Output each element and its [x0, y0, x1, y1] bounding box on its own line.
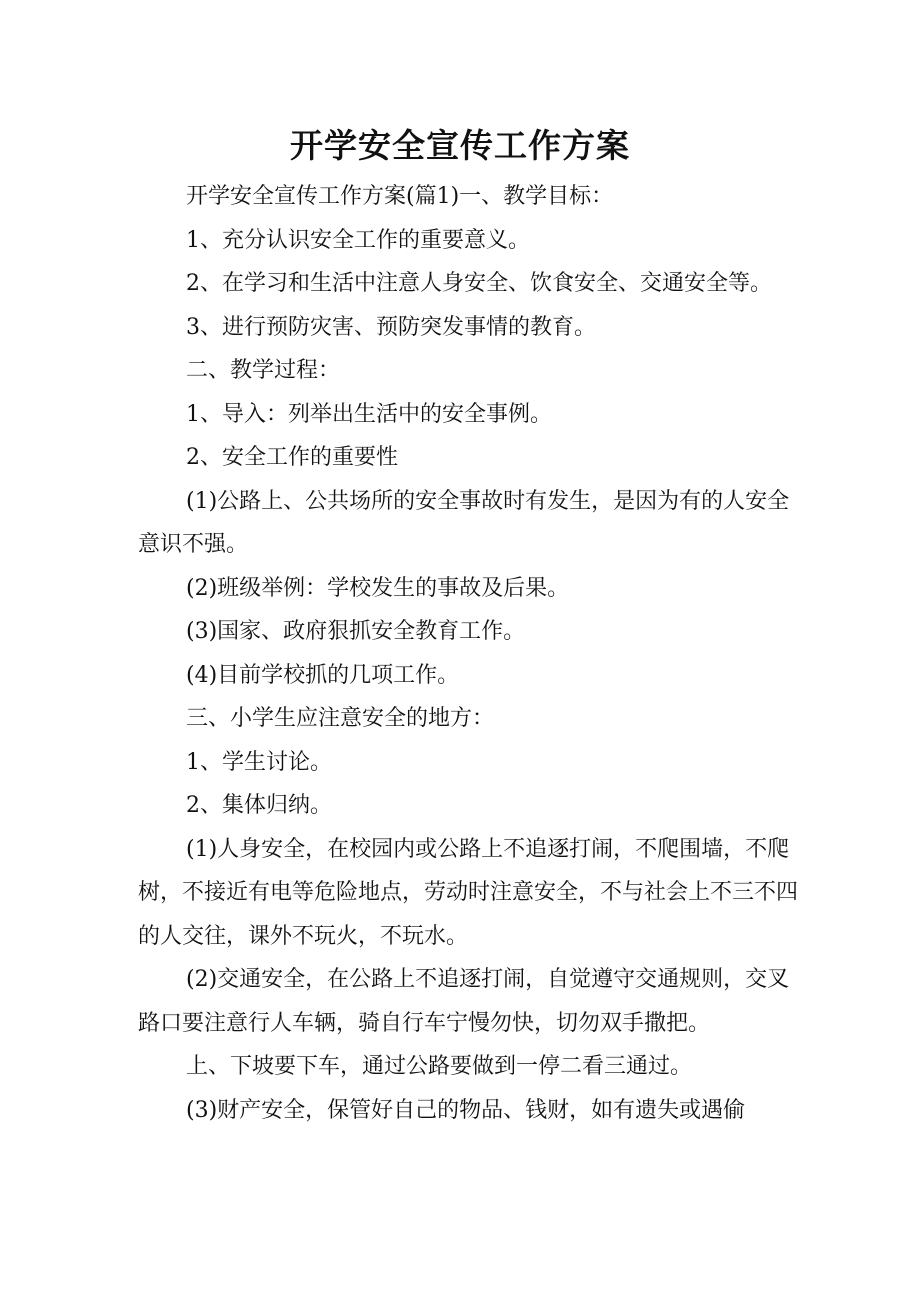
- paragraph: 2、在学习和生活中注意人身安全、饮食安全、交通安全等。: [186, 271, 772, 296]
- paragraph: 二、教学过程：: [186, 358, 341, 383]
- paragraph: (3)财产安全，保管好自己的物品、钱财，如有遗失或遇偷: [186, 1097, 746, 1123]
- paragraph: 2、安全工作的重要性: [186, 445, 398, 470]
- paragraph: (4)目前学校抓的几项工作。: [186, 662, 460, 688]
- paragraph: 1、学生讨论。: [186, 749, 332, 775]
- paragraph: 上、下坡要下车，通过公路要做到一停二看三通过。: [186, 1054, 693, 1079]
- paragraph: 1、充分认识安全工作的重要意义。: [186, 227, 530, 253]
- paragraph: 开学安全宣传工作方案(篇1)一、教学目标：: [186, 184, 614, 209]
- document-title: 开学安全宣传工作方案: [290, 126, 630, 165]
- paragraph: (1)人身安全，在校园内或公路上不追逐打闹，不爬围墙，不爬树，不接近有电等危险地点，劳动时注意安全，不与社会上不三不四的人交往，课外不玩火，不玩水。: [138, 836, 799, 949]
- paragraph: (2)交通安全，在公路上不追逐打闹，自觉遵守交通规则，交叉路口要注意行人车辆，骑自行车宁慢勿快，切勿双手撒把。: [138, 967, 790, 1036]
- paragraph: (2)班级举例：学校发生的事故及后果。: [186, 575, 570, 601]
- paragraph: (1)公路上、公共场所的安全事故时有发生，是因为有的人安全意识不强。: [138, 488, 790, 557]
- paragraph: 3、进行预防灾害、预防突发事情的教育。: [186, 314, 596, 340]
- paragraph: (3)国家、政府狠抓安全教育工作。: [186, 619, 526, 644]
- paragraph: 三、小学生应注意安全的地方：: [186, 706, 495, 731]
- paragraph: 1、导入：列举出生活中的安全事例。: [186, 401, 552, 427]
- document-body: [138, 175, 798, 1132]
- paragraph: 2、集体归纳。: [186, 793, 332, 818]
